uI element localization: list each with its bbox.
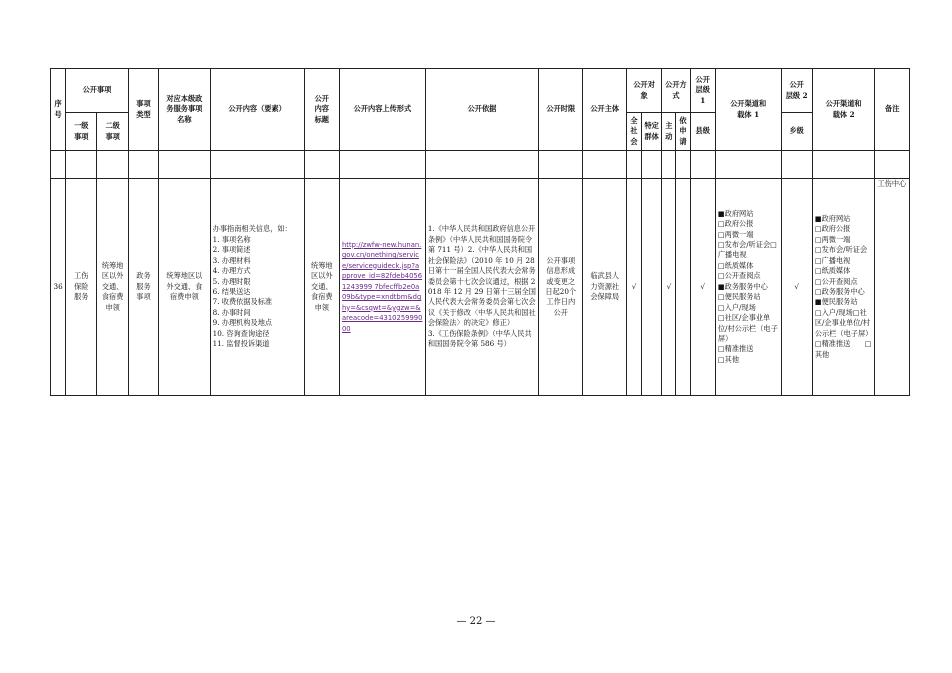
header-tier2: 公开 层级 2 xyxy=(781,69,812,113)
cell-basis: 1.《中华人民共和国政府信息公开条例》（中华人民共和国国务院令第 711 号）2.《中华人民共和国社会保险法》（2010 年 10 月 28 日第十一届全国人民代表大会常务委员会第十七次会议通过，根据 2018 年 12 月 29 日第十三届全国人民代表大会常务委员会第七次会议《关于修改〈中华人民共和国社会保险法〉的决定》修正） 3.《工伤保险条例》（中华人民共和国国务院令第 586 号） xyxy=(425,179,538,396)
header-channel1: 公开渠道和 载体 1 xyxy=(715,69,781,151)
cell-tier1-county: √ xyxy=(690,179,715,396)
header-service-name: 对应本级政 务服务事项 名称 xyxy=(159,69,211,151)
disclosure-table xyxy=(50,68,910,396)
header-matter: 公开事项 xyxy=(66,69,129,113)
cell-level1: 工伤 保险 服务 xyxy=(66,179,97,396)
cell-type: 政务 服务 事项 xyxy=(128,179,158,396)
cell-target-specific xyxy=(642,179,662,396)
cell-upload-form xyxy=(339,179,425,396)
header-time-limit: 公开时限 xyxy=(539,69,583,151)
header-remark: 备注 xyxy=(875,69,910,151)
cell-method-request xyxy=(676,179,690,396)
header-method-active: 主 动 xyxy=(662,113,676,151)
header-basis: 公开依据 xyxy=(425,69,538,151)
header-method: 公开方 式 xyxy=(662,69,690,113)
page-number: — 22 — xyxy=(456,616,496,627)
cell-content-title: 统筹地 区以外 交通、 食宿费 申领 xyxy=(304,179,339,396)
cell-method-active: √ xyxy=(662,179,676,396)
cell-tier2-town: √ xyxy=(781,179,812,396)
cell-service-name: 统筹地区以 外交通、食 宿费申领 xyxy=(159,179,211,396)
cell-subject: 临武县人 力资源社 会保障局 xyxy=(583,179,626,396)
header-method-request: 依 申 请 xyxy=(676,113,690,151)
header-level1: 一级 事项 xyxy=(66,113,97,151)
cell-channel2: ■政府网站 □政府公报 □两微一端 □发布会/听证会 □广播电视 □纸质媒体 □公开查阅点 □政务服务中心 ■便民服务站 □入户/现场□社区/企事业单位/村公示栏（电子屏）□精准推送 □其他 xyxy=(812,179,875,396)
cell-level2: 统筹地 区以外 交通、 食宿费 申领 xyxy=(97,179,128,396)
header-target: 公开对 象 xyxy=(626,69,661,113)
header-target-all: 全 社 会 xyxy=(626,113,641,151)
header-seq: 序 号 xyxy=(51,69,66,151)
guide-link[interactable]: http://zwfw-new.hunan.gov.cn/onething/service/serviceguideck.jsp?approve_id=82fdeb40561243999 7bfecffb2e0a09b&type=xndtbm&dghy=&csqwt=&ygzw=&areacode=431025999000 xyxy=(341,240,423,333)
header-tier1-county: 县级 xyxy=(690,113,715,151)
header-channel2: 公开渠道和 载体 2 xyxy=(812,69,875,151)
cell-time-limit: 公开事项 信息形成 或变更之 日起20个 工作日内 公开 xyxy=(539,179,583,396)
cell-remark: 工伤中心 xyxy=(875,179,910,396)
header-content-title: 公开 内容 标题 xyxy=(304,69,339,151)
cell-target-all: √ xyxy=(626,179,641,396)
cell-channel1: ■政府网站 □政府公报 □两微一端 □发布会/听证会□广播电视 □纸质媒体 □公开查阅点 ■政务服务中心 □便民服务站 □入户/现场 □社区/企事业单位/村公示栏（电子屏） □精准推送 □其他 xyxy=(715,179,781,396)
header-subject: 公开主体 xyxy=(583,69,626,151)
header-target-specific: 特定 群体 xyxy=(642,113,662,151)
header-content: 公开内容（要素） xyxy=(210,69,304,151)
cell-seq: 36 xyxy=(51,179,66,396)
cell-content: 办事指南相关信息，如： 1. 事项名称 2. 事项简述 3. 办理材料 4. 办理方式 5. 办理时限 6. 结果送达 7. 收费依据及标准 8. 办事时间 9. 办理机构及地点 10. 咨询查询途径 11. 监督投诉渠道 xyxy=(210,179,304,396)
header-tier2-town: 乡级 xyxy=(781,113,812,151)
table-row xyxy=(51,179,910,396)
header-type: 事项 类型 xyxy=(128,69,158,151)
spacer-row xyxy=(51,151,910,179)
header-tier1: 公开 层级 1 xyxy=(690,69,715,113)
header-level2: 二级 事项 xyxy=(97,113,128,151)
header-upload-form: 公开内容上传形式 xyxy=(339,69,425,151)
